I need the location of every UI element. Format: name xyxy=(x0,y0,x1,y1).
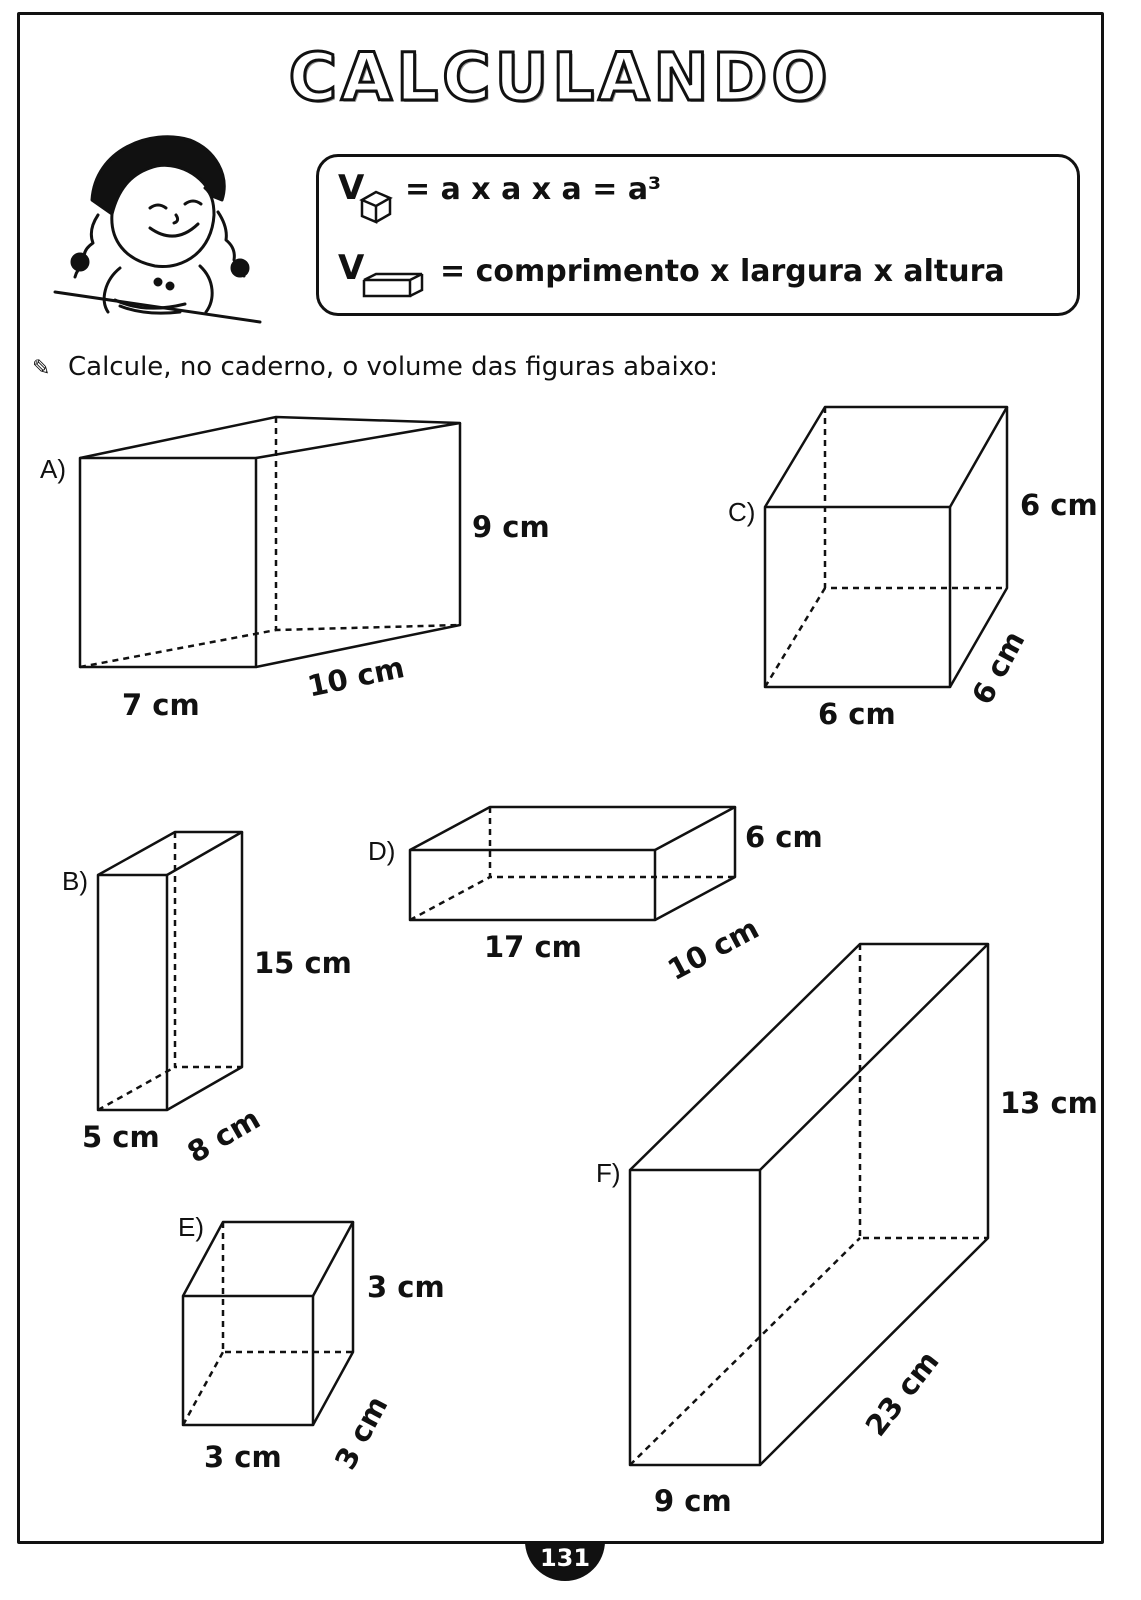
instruction-text: Calcule, no caderno, o volume das figuras abaixo: xyxy=(68,352,718,382)
figure-e-depth: 3 cm xyxy=(327,1390,395,1475)
figure-c-label: C) xyxy=(728,497,756,527)
cube-volume-symbol: V xyxy=(338,168,365,208)
figure-c-width: 6 cm xyxy=(818,697,896,731)
figure-f-height: 13 cm xyxy=(1000,1086,1098,1120)
figure-c-depth: 6 cm xyxy=(964,625,1032,710)
page-title: CALCULANDO xyxy=(288,39,832,116)
figure-a-prism xyxy=(80,417,460,667)
figure-e-label: E) xyxy=(178,1212,204,1242)
figure-b-prism xyxy=(98,832,242,1110)
figure-b-width: 5 cm xyxy=(82,1120,160,1154)
figure-e-height: 3 cm xyxy=(367,1270,445,1304)
figure-f-label: F) xyxy=(596,1158,621,1188)
figure-f-depth: 23 cm xyxy=(858,1344,946,1443)
figure-d-height: 6 cm xyxy=(745,820,823,854)
figure-c-height: 6 cm xyxy=(1020,488,1098,522)
figure-b-depth: 8 cm xyxy=(181,1101,266,1170)
figure-f-prism xyxy=(630,944,988,1465)
figure-e-cube xyxy=(183,1222,353,1425)
figure-a-depth: 10 cm xyxy=(304,650,408,704)
box-formula: = comprimento x largura x altura xyxy=(440,254,1005,289)
figure-a-height: 9 cm xyxy=(472,510,550,544)
figure-d-prism xyxy=(410,807,735,920)
figure-d-depth: 10 cm xyxy=(662,911,765,988)
figure-a-label: A) xyxy=(40,454,66,484)
cube-formula: = a x a x a = a³ xyxy=(405,172,662,207)
figure-a-width: 7 cm xyxy=(122,688,200,722)
figure-d-label: D) xyxy=(368,836,396,866)
page-number: 131 xyxy=(539,1544,591,1572)
figure-e-width: 3 cm xyxy=(204,1440,282,1474)
box-volume-symbol: V xyxy=(338,248,365,288)
figure-b-height: 15 cm xyxy=(254,946,352,980)
figure-c-cube xyxy=(765,407,1007,687)
figure-f-width: 9 cm xyxy=(654,1484,732,1518)
figure-b-label: B) xyxy=(62,866,88,896)
pencil-icon: ✎ xyxy=(32,356,51,381)
figure-d-width: 17 cm xyxy=(484,930,582,964)
